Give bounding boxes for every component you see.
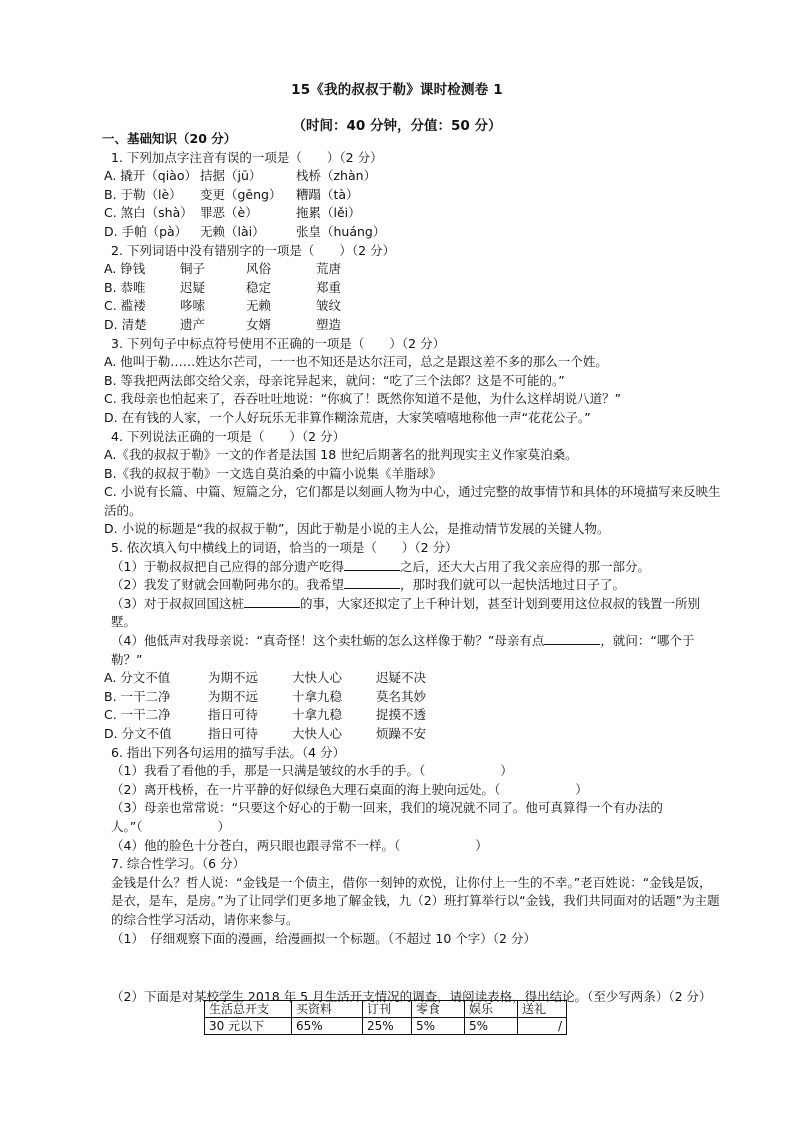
table-header-cell: 生活总开支 [205,1001,292,1018]
question-7-sub-1: （1） 仔细观察下面的漫画，给漫画拟一个标题。（不超过 10 个字）（2 分） [111,930,536,946]
question-4-option-a: A.《我的叔叔于勒》一文的作者是法国 18 世纪后期著名的批判现实主义作家莫泊桑。 [104,447,578,463]
question-3-option-d: D. 在有钱的人家，一个人好玩乐无非算作糊涂荒唐，大家笑嘻嘻地称他一声“花花公子。” [104,409,591,425]
option-text: 皱纹 [316,298,342,314]
table-cell: / [518,1018,567,1035]
question-5-item-2 [104,576,724,595]
table-header-cell: 零食 [412,1001,465,1018]
table-cell: 30 元以下 [205,1018,292,1035]
question-4-option-c: C. 小说有长篇、中篇、短篇之分，它们都是以刻画人物为中心，通过完整的故事情节和具体的环境描写来反映生活的。 [104,484,721,518]
option-text: 张皇（huáng） [296,223,386,239]
option-text: 风俗 [246,261,272,277]
question-1-stem: 1. 下列加点字注音有误的一项是（ ）（2 分） [111,149,383,165]
option-text: 栈桥（zhàn） [296,168,377,184]
answer-blank [344,558,400,571]
question-5-option-c [104,706,724,725]
item-text: 之后，还大大占用了我父亲应得的那一部分。 [399,558,650,574]
option-text: 糟蹋（tà） [296,186,359,202]
option-text: 拖累（lěi） [296,205,361,221]
question-3-stem: 3. 下列句子中标点符号使用不正确的一项是（ ）（2 分） [111,335,446,351]
question-4-stem: 4. 下列说法正确的一项是（ ）（2 分） [111,428,346,444]
option-text: 女婿 [246,316,272,332]
exam-time-score: （时间：40 分钟，分值：50 分） [292,118,502,134]
option-text: 为期不远 [208,670,259,686]
option-text: 塑造 [316,316,342,332]
question-1-option-a [104,167,724,186]
question-5-stem: 5. 依次填入句中横线上的词语，恰当的一项是（ ）（2 分） [111,540,458,556]
question-5-item-3 [104,595,724,632]
option-text: 为期不远 [208,688,259,704]
table-row [205,1018,567,1035]
question-3-option-a: A. 他叫于勒……姓达尔芒司，一一也不知还是达尔汪司，总之是跟这差不多的那么一个姓。 [104,354,608,370]
option-text: C. 褴褛 [104,298,146,314]
table-cell: 5% [412,1018,465,1035]
question-5-item-1 [104,558,724,577]
table-header-cell: 送礼 [518,1001,567,1018]
question-5-option-d [104,725,724,744]
option-text: A. 铮钱 [104,261,146,277]
option-text: D. 手帕（pà） [104,223,188,239]
option-text: 郑重 [316,279,342,295]
table-cell: 65% [292,1018,363,1035]
table-header-cell: 订刊 [363,1001,412,1018]
question-3-option-c: C. 我母亲也怕起来了，吞吞吐吐地说：“你疯了！既然你知道不是他，为什么这样胡说八道？” [104,391,622,407]
option-text: 迟疑 [180,279,206,295]
question-2-option-b [104,279,724,298]
table-header-row [205,1001,567,1018]
option-text: B. 恭唯 [104,279,146,295]
option-text: 无赖 [246,298,272,314]
question-1-option-c [104,204,724,223]
option-text: 十拿九稳 [292,688,343,704]
question-2-option-a [104,260,724,279]
option-text: 铜子 [180,261,206,277]
answer-blank [244,595,300,608]
table-cell: 25% [363,1018,412,1035]
option-text: 无赖（lài） [200,223,265,239]
question-4-option-b: B.《我的叔叔于勒》一文选自莫泊桑的中篇小说集《羊脂球》 [104,465,442,481]
spending-survey-table [204,1000,567,1035]
answer-blank [344,576,400,589]
item-text: （2）我发了财就会回勒阿弗尔的。我希望 [111,577,344,593]
option-text: A. 分文不值 [104,670,171,686]
item-text: （3）对于叔叔回国这桩 [111,595,244,611]
question-2-stem: 2. 下列词语中没有错别字的一项是（ ）（2 分） [111,242,396,258]
question-5-option-b [104,688,724,707]
option-text: B. 于勒（lè） [104,186,182,202]
option-text: B. 一干二净 [104,688,171,704]
question-6-stem: 6. 指出下列各句运用的描写手法。（4 分） [111,744,346,760]
option-text: D. 分文不值 [104,726,172,741]
option-text: 十拿九稳 [292,707,343,723]
exam-content [104,130,724,1007]
question-7-sub-2: （2）下面是对某校学生 2018 年 5 月生活开支情况的调查，请阅读表格，得出结论。（至少写两条）（2 分） [111,989,712,1005]
section-heading: 一、基础知识（20 分） [102,131,237,146]
question-5-option-a [104,669,724,688]
option-text: 莫名其妙 [376,688,427,704]
option-text: 烦躁不安 [376,726,427,741]
page-title: 15《我的叔叔于勒》课时检测卷 1 [291,82,503,98]
option-text: 大快人心 [292,670,343,686]
option-text: 罪恶（è） [200,205,258,221]
option-text: 变更（gēng） [200,186,282,202]
option-text: 迟疑不决 [376,670,427,686]
option-text: C. 煞白（shà） [104,205,193,221]
option-text: C. 一干二净 [104,707,171,723]
item-text: ，就问：“哪个于勒？” [111,633,695,667]
question-4-option-d: D. 小说的标题是“我的叔叔于勒”，因此于勒是小说的主人公，是推动情节发展的关键人物。 [104,521,610,537]
question-6-item-1: （1）我看了看他的手，那是一只满是皱纹的水手的手。（ ） [111,763,513,779]
table-header-cell: 娱乐 [465,1001,518,1018]
table-header-cell: 买资料 [292,1001,363,1018]
item-text: （4）他低声对我母亲说：“真奇怪！这个卖牡蛎的怎么这样像于勒？”母亲有点 [111,633,545,649]
question-3-option-b: B. 等我把两法郎交给父亲，母亲诧异起来，就问：“吃了三个法郎？这是不可能的。” [104,372,565,388]
question-2-option-d [104,316,724,335]
question-6-item-3: （3）母亲也常常说：“只要这个好心的于勒一回来，我们的境况就不同了。他可真算得一个有办法的人。”（ ） [111,800,663,834]
question-7-intro: 金钱是什么？哲人说：“金钱是一个债主，借你一刻钟的欢悦，让你付上一生的不幸。”老百姓说：“金钱是饭，是衣，是车，是房。”为了让同学们更多地了解金钱，九（2）班打算举行以“金钱，我们共同面对的话题”为主题的综合性学习活动，请你来参与。 [111,874,720,927]
option-text: 荒唐 [316,261,342,277]
option-text: 大快人心 [292,726,343,741]
cartoon-space [104,948,724,988]
option-text: 稳定 [246,279,272,295]
question-1-option-d [104,223,724,242]
answer-blank [544,632,600,645]
option-text: A. 撬开（qiào） [104,168,197,184]
option-text: 哆嗦 [180,298,206,314]
item-text: ，那时我们就可以一起快活地过日子了。 [399,577,625,593]
question-1-option-b [104,186,724,205]
question-2-option-c [104,297,724,316]
item-text: （1）于勒叔叔把自己应得的部分遗产吃得 [111,558,344,574]
option-text: 指日可待 [208,707,259,723]
option-text: 捉摸不透 [376,707,427,723]
question-5-item-4 [104,632,724,669]
table-cell: 5% [465,1018,518,1035]
item-text: 的事，大家还拟定了上千种计划，甚至计划到要用这位叔叔的钱置一所别墅。 [111,595,700,630]
question-6-item-2: （2）离开栈桥，在一片平静的好似绿色大理石桌面的海上驶向远处。（ ） [111,781,588,797]
option-text: 指日可待 [208,726,259,741]
question-7-stem: 7. 综合性学习。（6 分） [111,856,246,872]
option-text: D. 清楚 [104,316,147,332]
option-text: 拮据（jū） [200,168,262,184]
question-6-item-4: （4）他的脸色十分苍白，两只眼也跟寻常不一样。（ ） [111,837,488,853]
option-text: 遗产 [180,316,206,332]
